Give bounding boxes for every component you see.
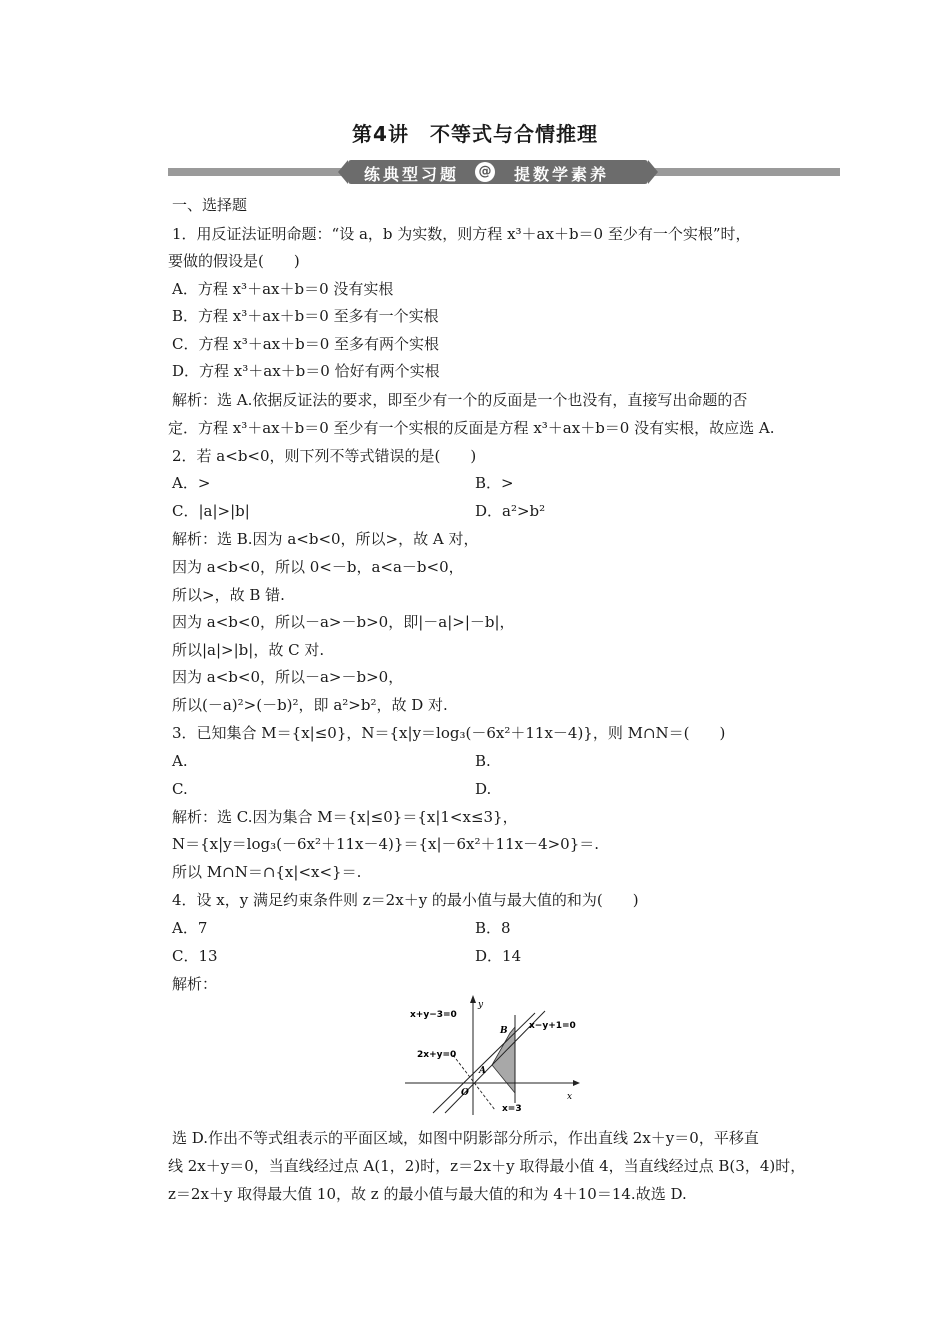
section-heading: 一、选择题	[172, 196, 248, 214]
q4-solution-line: 线 2x＋y＝0，当直线经过点 A(1，2)时，z＝2x＋y 取得最小值 4，当直线经过点 B(3，4)时，	[168, 1157, 806, 1175]
q2-option-c: C．|a|>|b|	[172, 502, 250, 520]
banner-right-text: 提数学素养	[514, 165, 610, 184]
label-y: y	[478, 1000, 484, 1010]
q4-option-b: B．8	[475, 919, 511, 937]
q1-option-a: A．方程 x³＋ax＋b＝0 没有实根	[172, 280, 394, 298]
q2-option-a: A．>	[172, 474, 211, 492]
q4-solution-line: z＝2x＋y 取得最大值 10，故 z 的最小值与最大值的和为 4＋10＝14.故选 D.	[168, 1185, 687, 1203]
x-axis-arrow	[573, 1080, 580, 1086]
q2-solution-line: 因为 a<b<0，所以－a>－b>0，	[172, 668, 404, 686]
q2-stem: 2．若 a<b<0，则下列不等式错误的是( )	[172, 447, 477, 465]
q2-solution-line: 解析：选 B.因为 a<b<0，所以>，故 A 对，	[172, 530, 479, 548]
label-l2: x−y+1=0	[529, 1021, 576, 1031]
q1-option-d: D．方程 x³＋ax＋b＝0 恰好有两个实根	[172, 362, 440, 380]
q1-option-b: B．方程 x³＋ax＋b＝0 至多有一个实根	[172, 307, 439, 325]
banner-left-text: 练典型习题	[364, 165, 460, 184]
q3-solution-line: 解析：选 C.因为集合 M＝{x|≤0}＝{x|1<x≤3}，	[172, 808, 518, 826]
label-l3: 2x+y=0	[417, 1050, 457, 1060]
label-x: x	[567, 1092, 573, 1102]
label-l1: x+y−3=0	[410, 1010, 457, 1020]
q3-option-d: D.	[475, 780, 492, 798]
q4-solution-label: 解析：	[172, 975, 218, 993]
page-title: 第4讲 不等式与合情推理	[352, 122, 598, 146]
q2-solution-line: 所以|a|>|b|，故 C 对.	[172, 641, 325, 659]
q1-option-c: C．方程 x³＋ax＋b＝0 至多有两个实根	[172, 335, 440, 353]
q2-option-b: B．>	[475, 474, 514, 492]
q1-stem-line2: 要做的假设是( )	[168, 252, 300, 270]
q4-stem: 4．设 x，y 满足约束条件则 z＝2x＋y 的最小值与最大值的和为( )	[172, 891, 639, 909]
label-l4: x=3	[502, 1104, 522, 1114]
q3-option-c: C.	[172, 780, 188, 798]
q4-option-c: C．13	[172, 947, 218, 965]
q2-solution-line: 因为 a<b<0，所以 0<－b，a<a－b<0，	[172, 558, 464, 576]
q3-option-a: A.	[172, 752, 188, 770]
line-x-plus-y-minus-3	[433, 1013, 535, 1113]
banner-circle-icon: @	[475, 162, 495, 182]
q2-solution-line: 所以>，故 B 错.	[172, 586, 285, 604]
q3-solution-line: 所以 M∩N＝∩{x|<x<}＝.	[172, 863, 362, 881]
label-point-a: A	[479, 1066, 486, 1076]
q4-option-a: A．7	[172, 919, 208, 937]
q1-solution-line1: 解析：选 A.依据反证法的要求，即至少有一个的反面是一个也没有，直接写出命题的否	[172, 391, 748, 409]
y-axis-arrow	[470, 995, 476, 1003]
q2-solution-line: 所以(－a)²>(－b)²，即 a²>b²，故 D 对.	[172, 696, 448, 714]
q4-option-d: D．14	[475, 947, 522, 965]
banner-tag	[348, 160, 648, 184]
feasible-region-figure	[405, 995, 580, 1120]
q3-solution-line: N＝{x|y＝log₃(－6x²＋11x－4)}＝{x|－6x²＋11x－4>0}＝.	[172, 835, 600, 853]
q3-option-b: B.	[475, 752, 491, 770]
section-banner	[168, 160, 840, 184]
q1-solution-line2: 定．方程 x³＋ax＋b＝0 至少有一个实根的反面是方程 x³＋ax＋b＝0 没有实根，故应选 A.	[168, 419, 775, 437]
q4-solution-line: 选 D.作出不等式组表示的平面区域，如图中阴影部分所示，作出直线 2x＋y＝0，平移直	[172, 1129, 759, 1147]
label-point-b: B	[500, 1026, 508, 1036]
q1-stem-line1: 1．用反证法证明命题：“设 a，b 为实数，则方程 x³＋ax＋b＝0 至少有一个实根”时，	[172, 225, 751, 243]
q2-solution-line: 因为 a<b<0，所以－a>－b>0，即|－a|>|－b|，	[172, 613, 515, 631]
q3-stem: 3．已知集合 M＝{x|≤0}，N＝{x|y＝log₃(－6x²＋11x－4)}，则 M∩N＝( )	[172, 724, 726, 742]
q2-option-d: D．a²>b²	[475, 502, 546, 520]
label-origin: O	[461, 1088, 469, 1098]
